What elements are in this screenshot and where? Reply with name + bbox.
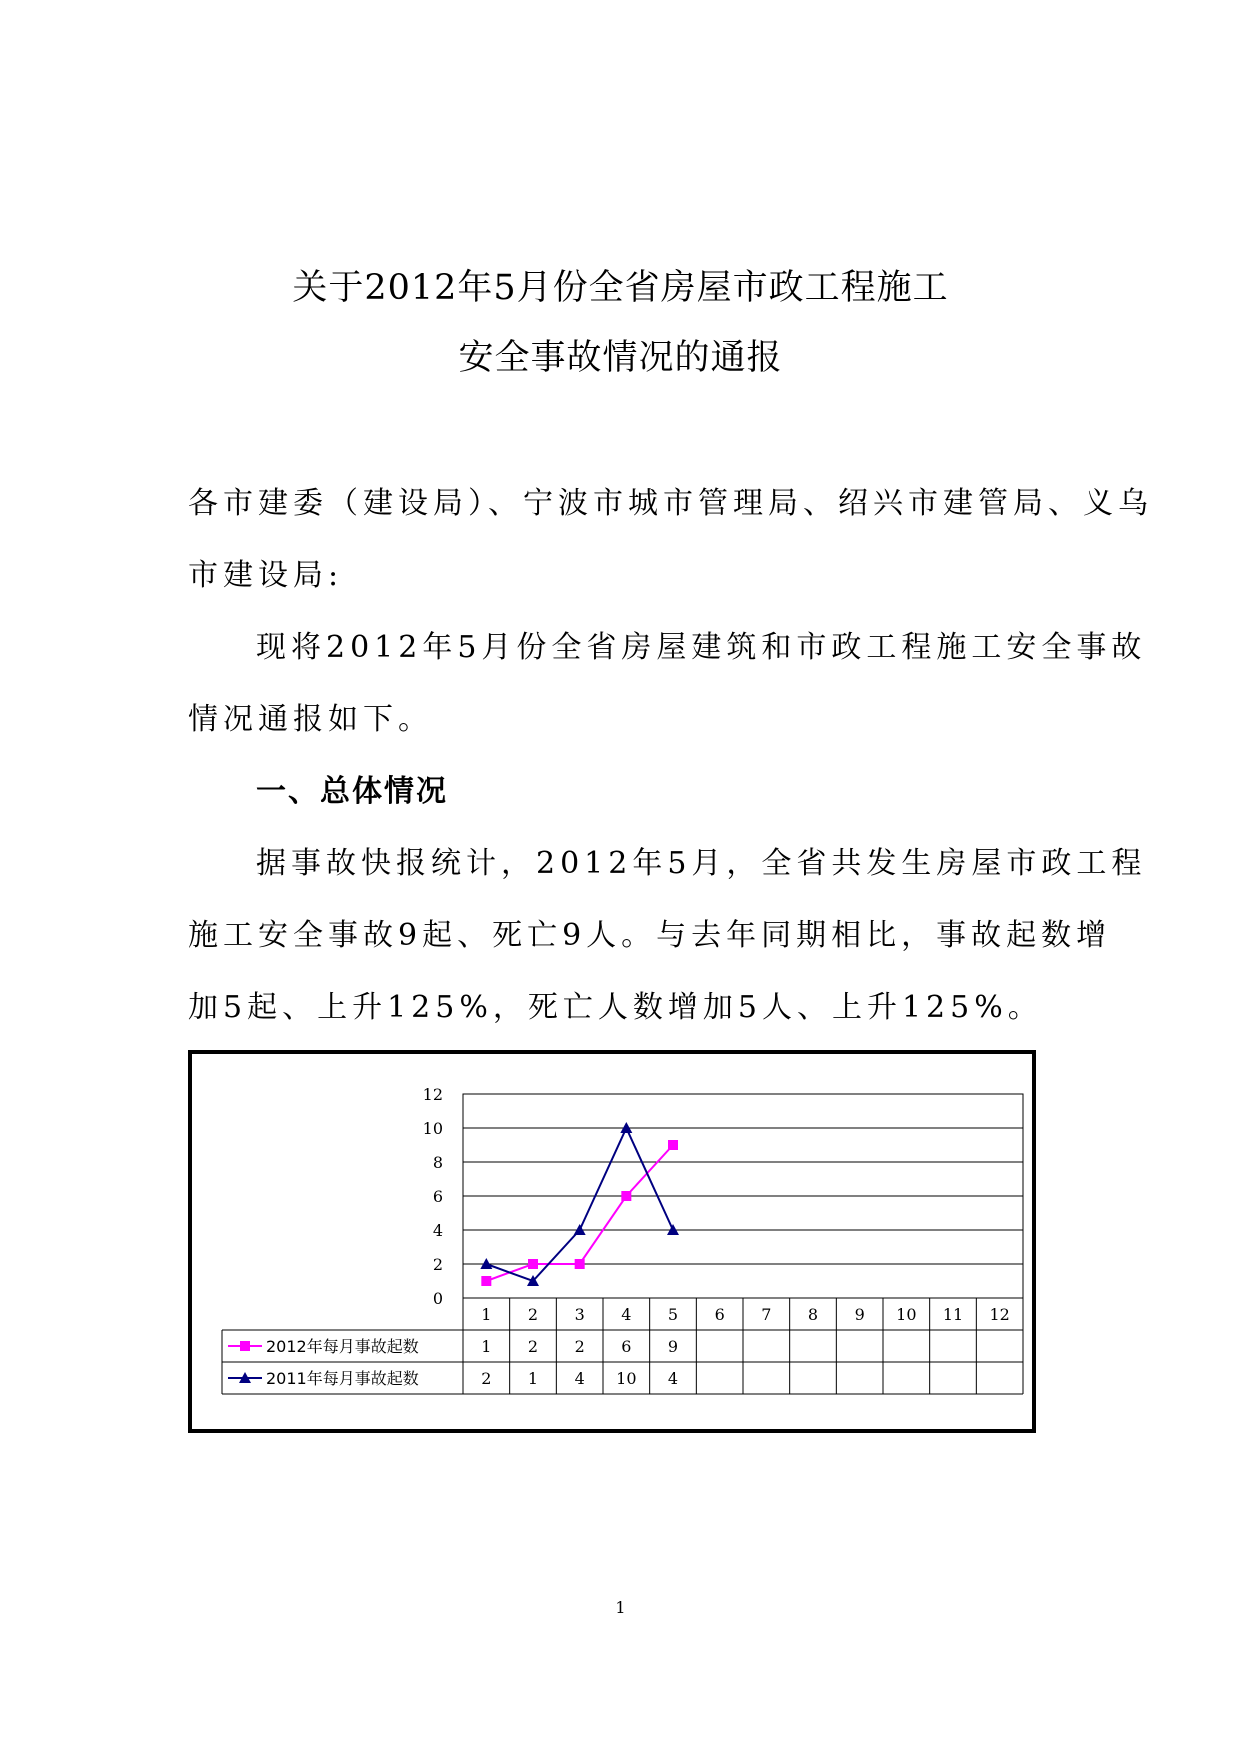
table-value-1-3: 4 xyxy=(574,1369,585,1388)
recipients-line-2: 市建设局: xyxy=(188,558,344,593)
x-category-label-12: 12 xyxy=(989,1305,1010,1324)
x-category-label-7: 7 xyxy=(761,1305,772,1324)
x-category-label-11: 11 xyxy=(942,1305,964,1324)
table-value-1-1: 2 xyxy=(481,1369,492,1388)
x-category-label-10: 10 xyxy=(896,1305,917,1324)
y-tick-label-0: 0 xyxy=(432,1289,443,1308)
intro-line-1: 现将2012年5月份全省房屋建筑和市政工程施工安全事故 xyxy=(256,630,1147,665)
y-tick-label-6: 6 xyxy=(432,1187,443,1206)
table-value-1-5: 4 xyxy=(667,1369,679,1388)
x-category-label-2: 2 xyxy=(527,1305,539,1324)
section-heading-overall: 一、总体情况 xyxy=(256,774,448,809)
summary-line-2: 施工安全事故9起、死亡9人。与去年同期相比，事故起数增 xyxy=(188,918,1112,953)
x-category-label-8: 8 xyxy=(807,1305,819,1324)
series-0-point-5 xyxy=(668,1140,678,1150)
table-value-0-2: 2 xyxy=(527,1337,539,1356)
x-category-label-3: 3 xyxy=(574,1305,585,1324)
x-category-label-5: 5 xyxy=(667,1305,679,1324)
series-0-point-4 xyxy=(621,1191,631,1201)
y-tick-label-2: 2 xyxy=(432,1255,443,1274)
x-category-label-9: 9 xyxy=(854,1305,865,1324)
table-value-0-4: 6 xyxy=(621,1337,632,1356)
x-category-label-4: 4 xyxy=(621,1305,632,1324)
legend-label-0: 2012年每月事故起数 xyxy=(266,1337,419,1356)
intro-line-2: 情况通报如下。 xyxy=(188,702,433,737)
page-number: 1 xyxy=(615,1598,626,1617)
table-value-1-2: 1 xyxy=(527,1369,539,1388)
summary-line-1: 据事故快报统计，2012年5月，全省共发生房屋市政工程 xyxy=(256,846,1147,881)
document-title-line-1: 关于2012年5月份全省房屋市政工程施工 xyxy=(292,268,949,308)
document-title-line-2: 安全事故情况的通报 xyxy=(458,338,783,378)
series-0-point-3 xyxy=(575,1259,585,1269)
x-category-label-1: 1 xyxy=(481,1305,492,1324)
y-tick-label-4: 4 xyxy=(432,1221,443,1240)
table-value-0-3: 2 xyxy=(574,1337,585,1356)
summary-line-3: 加5起、上升125%，死亡人数增加5人、上升125%。 xyxy=(188,990,1043,1025)
legend-key-marker-0 xyxy=(240,1341,250,1351)
accident-chart-svg xyxy=(192,1054,1032,1429)
accident-chart xyxy=(188,1050,1036,1433)
table-value-0-5: 9 xyxy=(667,1337,679,1356)
y-tick-label-10: 10 xyxy=(422,1119,443,1138)
table-value-0-1: 1 xyxy=(481,1337,492,1356)
y-tick-label-8: 8 xyxy=(432,1153,443,1172)
recipients-line-1: 各市建委（建设局）、宁波市城市管理局、绍兴市建管局、义乌 xyxy=(188,486,1153,521)
series-0-point-2 xyxy=(528,1259,538,1269)
legend-label-1: 2011年每月事故起数 xyxy=(266,1369,419,1388)
x-category-label-6: 6 xyxy=(714,1305,725,1324)
table-value-1-4: 10 xyxy=(616,1369,637,1388)
y-tick-label-12: 12 xyxy=(422,1085,443,1104)
series-0-point-1 xyxy=(481,1276,491,1286)
series-line-1 xyxy=(486,1128,673,1281)
